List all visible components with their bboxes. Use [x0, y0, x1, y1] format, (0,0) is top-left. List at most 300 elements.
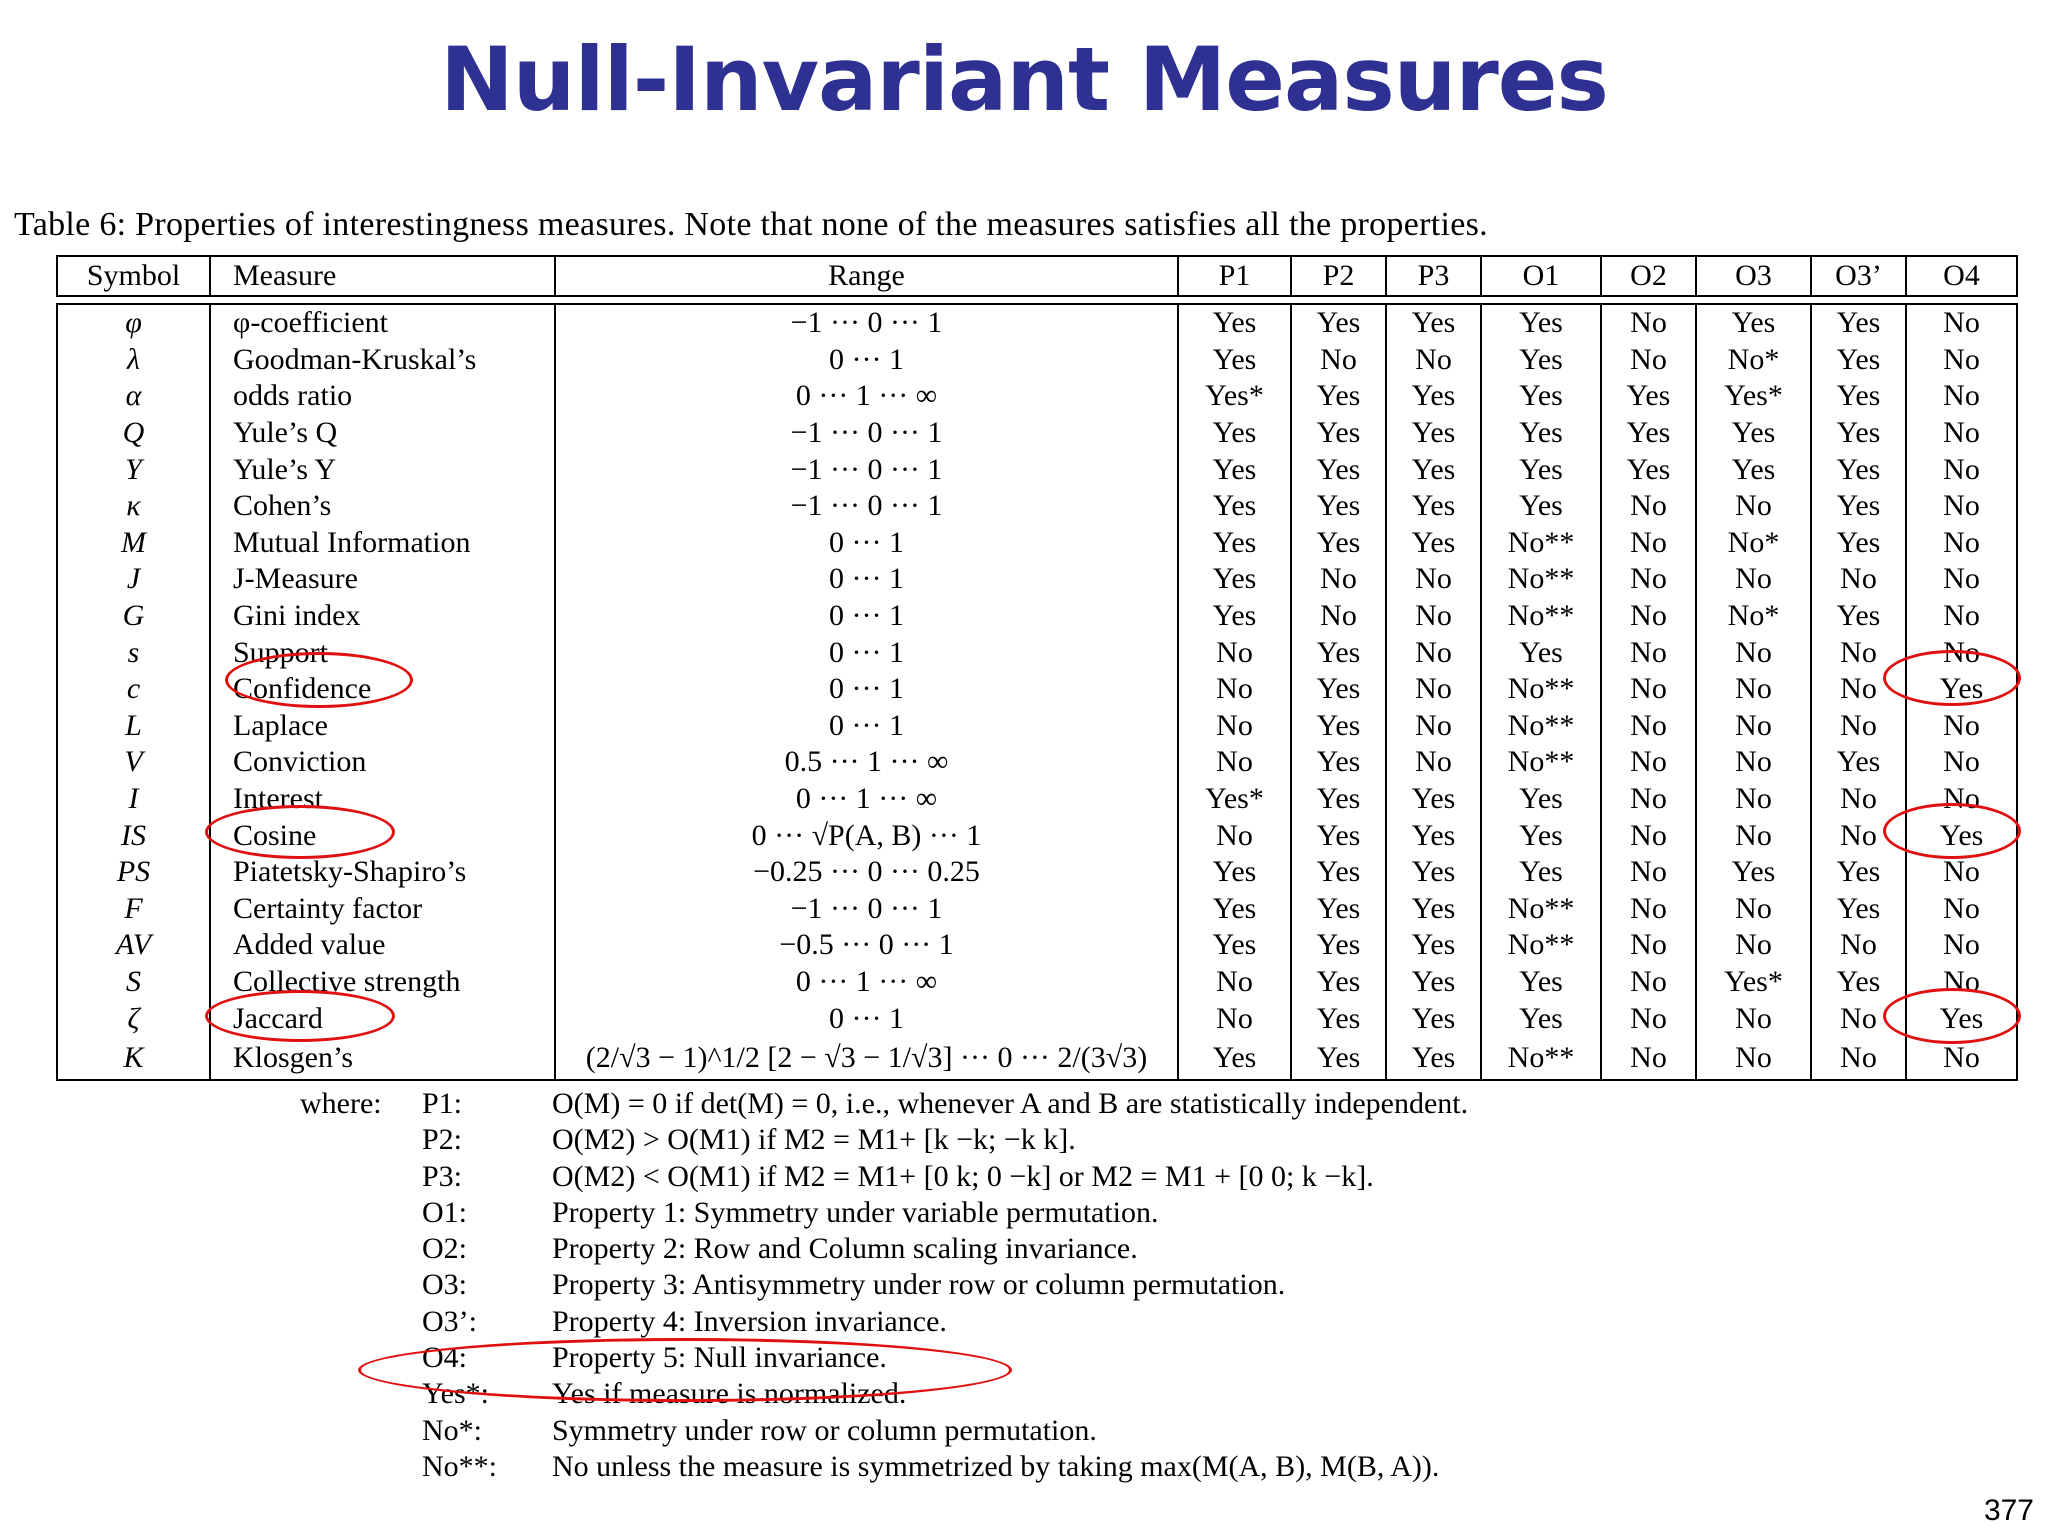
property-cell: No: [1696, 488, 1811, 525]
note-row: [300, 1159, 1468, 1195]
property-cell: No: [1601, 634, 1696, 671]
range-cell: (2/√3 − 1)^1/2 [2 − √3 − 1/√3] ··· 0 ··· 2/(3√3): [555, 1037, 1178, 1080]
property-cell: Yes: [1291, 854, 1386, 891]
property-cell: Yes: [1481, 378, 1601, 415]
range-cell: 0 ··· 1: [555, 561, 1178, 598]
property-cell: Yes: [1481, 817, 1601, 854]
property-cell: No: [1601, 744, 1696, 781]
property-cell: No: [1811, 927, 1906, 964]
note-text: Property 5: Null invariance.: [552, 1341, 887, 1375]
symbol-cell: K: [57, 1037, 210, 1080]
range-cell: −1 ··· 0 ··· 1: [555, 304, 1178, 342]
symbol-cell: PS: [57, 854, 210, 891]
note-text: Property 4: Inversion invariance.: [552, 1304, 947, 1338]
note-row: [300, 1267, 1468, 1303]
symbol-cell: J: [57, 561, 210, 598]
column-header: O3’: [1811, 256, 1906, 296]
property-cell: Yes: [1696, 451, 1811, 488]
measure-cell: Gini index: [210, 598, 555, 635]
table-row: [57, 378, 2017, 415]
symbol-cell: Q: [57, 415, 210, 452]
property-cell: No: [1291, 342, 1386, 379]
table-row: [57, 744, 2017, 781]
property-cell: No: [1178, 817, 1291, 854]
range-cell: 0.5 ··· 1 ··· ∞: [555, 744, 1178, 781]
column-header: O1: [1481, 256, 1601, 296]
property-cell: Yes: [1291, 378, 1386, 415]
symbol-cell: c: [57, 671, 210, 708]
note-spacer: [300, 1267, 422, 1303]
table-header: [57, 256, 2017, 304]
property-cell: No*: [1696, 598, 1811, 635]
note-text: O(M) = 0 if det(M) = 0, i.e., whenever A and B are statistically independent.: [552, 1087, 1469, 1120]
symbol-cell: s: [57, 634, 210, 671]
range-cell: 0 ··· √P(A, B) ··· 1: [555, 817, 1178, 854]
property-cell: Yes: [1178, 525, 1291, 562]
property-cell: No: [1696, 561, 1811, 598]
property-cell: No: [1906, 451, 2017, 488]
property-cell: No: [1811, 1037, 1906, 1080]
table-row: [57, 891, 2017, 928]
page-title: Null-Invariant Measures: [440, 28, 1608, 131]
property-cell: No: [1906, 598, 2017, 635]
property-cell: Yes: [1386, 891, 1481, 928]
measure-cell: Support: [210, 634, 555, 671]
property-cell: No: [1811, 671, 1906, 708]
property-cell: No: [1906, 378, 2017, 415]
property-cell: No: [1906, 304, 2017, 342]
property-cell: Yes: [1291, 817, 1386, 854]
property-cell: Yes: [1291, 304, 1386, 342]
property-cell: No: [1906, 927, 2017, 964]
property-cell: Yes: [1811, 342, 1906, 379]
property-cell: No: [1178, 671, 1291, 708]
property-cell: No: [1386, 598, 1481, 635]
table-row: [57, 1037, 2017, 1080]
property-cell: Yes: [1481, 304, 1601, 342]
property-cell: No: [1601, 525, 1696, 562]
property-cell: No: [1696, 817, 1811, 854]
symbol-cell: F: [57, 891, 210, 928]
property-cell: No: [1601, 304, 1696, 342]
property-cell: No: [1696, 927, 1811, 964]
property-cell: Yes: [1178, 451, 1291, 488]
property-cell: No: [1178, 744, 1291, 781]
column-header: Range: [555, 256, 1178, 296]
range-cell: 0 ··· 1 ··· ∞: [555, 964, 1178, 1001]
highlight-cosine: [205, 805, 395, 859]
property-cell: Yes: [1291, 927, 1386, 964]
note-key: O2:: [422, 1232, 467, 1266]
property-cell: Yes*: [1696, 378, 1811, 415]
note-text: O(M2) < O(M1) if M2 = M1+ [0 k; 0 −k] or M2 = M1 + [0 0; k −k].: [552, 1159, 1374, 1193]
note-spacer: [300, 1195, 422, 1231]
where-label: where:: [300, 1087, 382, 1120]
property-cell: Yes: [1386, 488, 1481, 525]
measure-cell: Piatetsky-Shapiro’s: [210, 854, 555, 891]
note-key: O1:: [422, 1195, 467, 1229]
highlight-o4-cosine: [1883, 803, 2021, 859]
property-cell: Yes: [1811, 744, 1906, 781]
property-cell: Yes: [1696, 304, 1811, 342]
measure-cell: Cohen’s: [210, 488, 555, 525]
property-cell: Yes: [1386, 817, 1481, 854]
measure-cell: Yule’s Q: [210, 415, 555, 452]
property-cell: Yes: [1481, 451, 1601, 488]
symbol-cell: I: [57, 781, 210, 818]
property-cell: Yes: [1291, 781, 1386, 818]
table-row: [57, 342, 2017, 379]
table-row: [57, 708, 2017, 745]
property-cell: Yes: [1481, 634, 1601, 671]
property-cell: Yes: [1386, 451, 1481, 488]
note-row: [300, 1086, 1468, 1122]
property-cell: No: [1291, 598, 1386, 635]
property-cell: No: [1291, 561, 1386, 598]
property-cell: Yes: [1481, 854, 1601, 891]
measure-cell: Certainty factor: [210, 891, 555, 928]
property-cell: No: [1601, 342, 1696, 379]
property-cell: No: [1601, 891, 1696, 928]
property-cell: No: [1906, 891, 2017, 928]
property-cell: No**: [1481, 891, 1601, 928]
property-cell: No: [1906, 342, 2017, 379]
property-cell: No: [1696, 891, 1811, 928]
property-cell: No: [1601, 854, 1696, 891]
property-cell: Yes: [1178, 891, 1291, 928]
measure-cell: Collective strength: [210, 964, 555, 1001]
symbol-cell: α: [57, 378, 210, 415]
property-cell: No: [1906, 634, 2017, 671]
property-cell: No*: [1696, 525, 1811, 562]
measure-cell: Goodman-Kruskal’s: [210, 342, 555, 379]
note-spacer: [300, 1413, 422, 1449]
property-cell: No**: [1481, 671, 1601, 708]
note-key: P2:: [422, 1123, 463, 1157]
property-cell: Yes: [1481, 781, 1601, 818]
table-caption: Table 6: Properties of interestingness measures. Note that none of the measures satisfies all the properties.: [14, 206, 1488, 243]
note-spacer: [300, 1449, 422, 1485]
property-cell: Yes: [1178, 854, 1291, 891]
property-cell: Yes: [1696, 415, 1811, 452]
property-cell: No: [1386, 744, 1481, 781]
property-cell: Yes: [1178, 927, 1291, 964]
range-cell: 0 ··· 1: [555, 1000, 1178, 1037]
note-spacer: [300, 1231, 422, 1267]
highlight-o4-null-invariance: [358, 1338, 1012, 1402]
highlight-jaccard: [205, 990, 395, 1042]
measure-cell: odds ratio: [210, 378, 555, 415]
property-cell: Yes: [1481, 342, 1601, 379]
property-cell: No: [1906, 415, 2017, 452]
property-cell: No: [1386, 708, 1481, 745]
property-cell: No*: [1696, 342, 1811, 379]
property-cell: Yes*: [1178, 378, 1291, 415]
property-cell: Yes: [1178, 304, 1291, 342]
column-header: P2: [1291, 256, 1386, 296]
property-cell: No: [1178, 634, 1291, 671]
symbol-cell: L: [57, 708, 210, 745]
property-cell: Yes: [1601, 451, 1696, 488]
note-text: Property 1: Symmetry under variable permutation.: [552, 1195, 1159, 1229]
property-cell: No**: [1481, 708, 1601, 745]
note-key: Yes*:: [422, 1377, 489, 1411]
property-cell: No: [1696, 1000, 1811, 1037]
symbol-cell: AV: [57, 927, 210, 964]
measure-cell: Conviction: [210, 744, 555, 781]
note-text: Property 2: Row and Column scaling invariance.: [552, 1232, 1138, 1266]
range-cell: −1 ··· 0 ··· 1: [555, 451, 1178, 488]
range-cell: −0.5 ··· 0 ··· 1: [555, 927, 1178, 964]
property-cell: No: [1601, 1000, 1696, 1037]
table-row: [57, 525, 2017, 562]
note-text: Symmetry under row or column permutation.: [552, 1413, 1097, 1447]
measure-cell: Klosgen’s: [210, 1037, 555, 1080]
column-header: Symbol: [57, 256, 210, 296]
property-cell: Yes: [1601, 415, 1696, 452]
property-cell: Yes: [1291, 451, 1386, 488]
property-cell: Yes: [1811, 415, 1906, 452]
property-cell: Yes: [1386, 415, 1481, 452]
property-cell: Yes: [1696, 854, 1811, 891]
page-number: 377: [1983, 1494, 2034, 1527]
table-row: [57, 598, 2017, 635]
property-cell: Yes: [1906, 671, 2017, 708]
highlight-o4-confidence: [1883, 650, 2021, 706]
property-cell: Yes: [1386, 927, 1481, 964]
note-key: P1:: [422, 1087, 463, 1120]
highlight-confidence: [225, 652, 413, 708]
symbol-cell: G: [57, 598, 210, 635]
property-cell: No: [1178, 1000, 1291, 1037]
range-cell: 0 ··· 1: [555, 671, 1178, 708]
property-cell: No: [1696, 671, 1811, 708]
property-cell: Yes: [1481, 415, 1601, 452]
table-row: [57, 451, 2017, 488]
column-header: P3: [1386, 256, 1481, 296]
note-row: [300, 1122, 1468, 1158]
property-cell: Yes: [1811, 598, 1906, 635]
property-cell: Yes: [1178, 561, 1291, 598]
property-cell: No: [1696, 744, 1811, 781]
property-cell: Yes: [1481, 1000, 1601, 1037]
property-cell: Yes: [1178, 415, 1291, 452]
property-cell: No: [1601, 964, 1696, 1001]
column-header: O3: [1696, 256, 1811, 296]
measure-cell: Added value: [210, 927, 555, 964]
range-cell: −1 ··· 0 ··· 1: [555, 891, 1178, 928]
property-cell: No: [1601, 1037, 1696, 1080]
property-cell: Yes: [1601, 378, 1696, 415]
property-cell: Yes: [1811, 378, 1906, 415]
range-cell: −1 ··· 0 ··· 1: [555, 488, 1178, 525]
property-cell: Yes: [1178, 342, 1291, 379]
property-cell: No: [1601, 781, 1696, 818]
symbol-cell: ζ: [57, 1000, 210, 1037]
note-spacer: [300, 1304, 422, 1340]
property-cell: Yes: [1481, 488, 1601, 525]
range-cell: −1 ··· 0 ··· 1: [555, 415, 1178, 452]
range-cell: 0 ··· 1: [555, 708, 1178, 745]
property-cell: Yes: [1386, 854, 1481, 891]
note-key: O3:: [422, 1268, 467, 1302]
range-cell: 0 ··· 1 ··· ∞: [555, 378, 1178, 415]
property-cell: No: [1906, 488, 2017, 525]
property-cell: Yes: [1178, 488, 1291, 525]
property-cell: Yes: [1481, 964, 1601, 1001]
property-cell: Yes: [1811, 964, 1906, 1001]
property-cell: Yes: [1178, 1037, 1291, 1080]
property-cell: No**: [1481, 744, 1601, 781]
table-row: [57, 304, 2017, 342]
highlight-o4-jaccard: [1883, 988, 2021, 1044]
property-cell: No: [1696, 1037, 1811, 1080]
property-cell: No: [1601, 671, 1696, 708]
column-header: P1: [1178, 256, 1291, 296]
note-spacer: [300, 1122, 422, 1158]
property-cell: No: [1906, 854, 2017, 891]
note-key: P3:: [422, 1159, 463, 1193]
property-cell: Yes: [1386, 304, 1481, 342]
property-cell: Yes: [1291, 1000, 1386, 1037]
table-row: [57, 561, 2017, 598]
property-cell: Yes: [1291, 708, 1386, 745]
property-cell: Yes: [1811, 525, 1906, 562]
property-cell: Yes: [1291, 634, 1386, 671]
property-cell: No**: [1481, 927, 1601, 964]
property-cell: Yes: [1906, 1000, 2017, 1037]
symbol-cell: M: [57, 525, 210, 562]
note-row: [300, 1413, 1468, 1449]
note-row: [300, 1195, 1468, 1231]
property-cell: No: [1601, 817, 1696, 854]
property-cell: No: [1811, 561, 1906, 598]
range-cell: 0 ··· 1: [555, 525, 1178, 562]
note-key: O3’:: [422, 1304, 477, 1338]
measure-cell: Cosine: [210, 817, 555, 854]
property-cell: No: [1601, 927, 1696, 964]
property-cell: No**: [1481, 1037, 1601, 1080]
range-cell: −0.25 ··· 0 ··· 0.25: [555, 854, 1178, 891]
measure-cell: J-Measure: [210, 561, 555, 598]
measure-cell: Mutual Information: [210, 525, 555, 562]
property-cell: Yes: [1386, 964, 1481, 1001]
property-cell: Yes: [1811, 891, 1906, 928]
column-header: O4: [1906, 256, 2017, 296]
symbol-cell: κ: [57, 488, 210, 525]
property-cell: No**: [1481, 561, 1601, 598]
property-cell: No**: [1481, 598, 1601, 635]
property-cell: Yes: [1291, 1037, 1386, 1080]
symbol-cell: Y: [57, 451, 210, 488]
property-cell: No: [1906, 525, 2017, 562]
symbol-cell: λ: [57, 342, 210, 379]
legend-notes: [300, 1086, 1468, 1485]
measure-cell: Laplace: [210, 708, 555, 745]
symbol-cell: φ: [57, 304, 210, 342]
property-cell: No: [1178, 964, 1291, 1001]
property-cell: No: [1906, 561, 2017, 598]
property-cell: Yes: [1291, 671, 1386, 708]
note-text: No unless the measure is symmetrized by taking max(M(A, B), M(B, A)).: [552, 1449, 1440, 1483]
symbol-cell: IS: [57, 817, 210, 854]
property-cell: No: [1696, 781, 1811, 818]
property-cell: No**: [1481, 525, 1601, 562]
range-cell: 0 ··· 1 ··· ∞: [555, 781, 1178, 818]
property-cell: No: [1811, 1000, 1906, 1037]
property-cell: No: [1906, 1037, 2017, 1080]
property-cell: No: [1811, 817, 1906, 854]
range-cell: 0 ··· 1: [555, 634, 1178, 671]
property-cell: Yes: [1811, 451, 1906, 488]
property-cell: No: [1386, 634, 1481, 671]
property-cell: No: [1601, 598, 1696, 635]
property-cell: No: [1386, 671, 1481, 708]
table-row: [57, 854, 2017, 891]
property-cell: Yes: [1811, 304, 1906, 342]
table-row: [57, 488, 2017, 525]
property-cell: Yes: [1291, 415, 1386, 452]
property-cell: Yes: [1291, 525, 1386, 562]
note-row: [300, 1449, 1468, 1485]
property-cell: Yes: [1386, 1000, 1481, 1037]
property-cell: No: [1601, 708, 1696, 745]
range-cell: 0 ··· 1: [555, 342, 1178, 379]
measure-cell: Confidence: [210, 671, 555, 708]
property-cell: Yes*: [1696, 964, 1811, 1001]
property-cell: Yes: [1178, 598, 1291, 635]
property-cell: No: [1906, 744, 2017, 781]
property-cell: No: [1178, 708, 1291, 745]
property-cell: Yes: [1291, 891, 1386, 928]
property-cell: Yes: [1291, 964, 1386, 1001]
note-row: [300, 1304, 1468, 1340]
note-row: [300, 1231, 1468, 1267]
property-cell: No: [1906, 708, 2017, 745]
property-cell: No: [1696, 634, 1811, 671]
note-text: O(M2) > O(M1) if M2 = M1+ [k −k; −k k].: [552, 1123, 1076, 1157]
column-header: Measure: [210, 256, 555, 296]
property-cell: No: [1696, 708, 1811, 745]
property-cell: No: [1811, 634, 1906, 671]
symbol-cell: S: [57, 964, 210, 1001]
symbol-cell: V: [57, 744, 210, 781]
property-cell: No: [1811, 781, 1906, 818]
property-cell: Yes: [1386, 781, 1481, 818]
property-cell: No: [1601, 488, 1696, 525]
measure-cell: Jaccard: [210, 1000, 555, 1037]
note-text: Property 3: Antisymmetry under row or column permutation.: [552, 1268, 1286, 1302]
property-cell: Yes: [1291, 744, 1386, 781]
property-cell: Yes*: [1178, 781, 1291, 818]
note-key: O4:: [422, 1341, 467, 1375]
table-row: [57, 927, 2017, 964]
property-cell: No: [1811, 708, 1906, 745]
property-cell: No: [1386, 561, 1481, 598]
property-cell: Yes: [1291, 488, 1386, 525]
property-cell: Yes: [1386, 378, 1481, 415]
property-cell: No: [1906, 964, 2017, 1001]
measure-cell: φ-coefficient: [210, 304, 555, 342]
measure-cell: Interest: [210, 781, 555, 818]
range-cell: 0 ··· 1: [555, 598, 1178, 635]
measure-cell: Yule’s Y: [210, 451, 555, 488]
property-cell: No: [1386, 342, 1481, 379]
note-spacer: [300, 1159, 422, 1195]
property-cell: No: [1906, 781, 2017, 818]
property-cell: Yes: [1386, 525, 1481, 562]
note-text: Yes if measure is normalized.: [552, 1377, 907, 1411]
